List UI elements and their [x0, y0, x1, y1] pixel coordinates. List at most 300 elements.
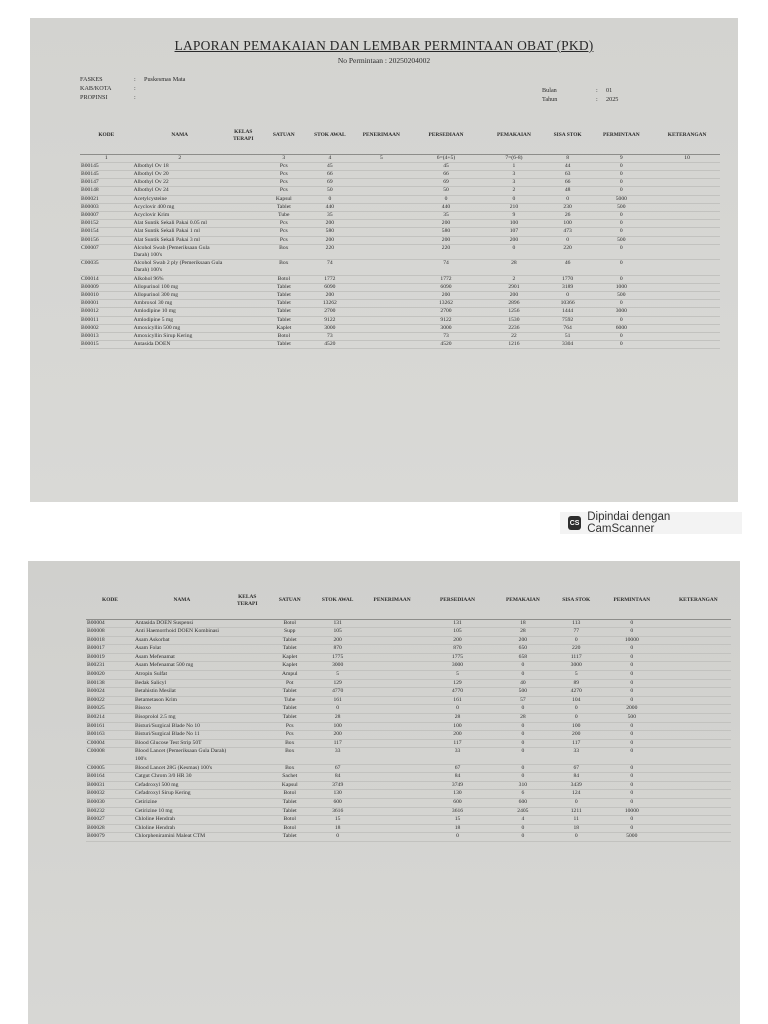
cell-sisa: 0 — [574, 833, 578, 840]
cell-satuan: Ampul — [281, 671, 298, 678]
cell-sisa: 3189 — [562, 283, 574, 290]
cell-kelas — [227, 228, 260, 236]
cell-satuan: Tube — [278, 211, 290, 218]
cell-pemakaian: 2 — [512, 275, 516, 282]
cell-kode: B00007 — [81, 211, 99, 218]
cell-kode: B00231 — [87, 662, 105, 669]
cell-pemakaian: 0 — [521, 671, 525, 678]
cell-satuan: Kapsul — [281, 781, 298, 788]
cell-permintaan: 10000 — [624, 636, 639, 643]
cell-sisa: 5 — [574, 671, 578, 678]
cell-permintaan: 0 — [619, 332, 623, 339]
cell-persediaan: 1775 — [451, 653, 464, 660]
cell-nama: Asam Mefenamat — [134, 653, 175, 660]
cell-stok-awal: 50 — [327, 187, 333, 194]
cell-ket — [666, 807, 731, 816]
column-header: PEMAKAIAN — [497, 132, 531, 139]
cell-kelas — [227, 203, 260, 211]
cell-stok-awal: 117 — [333, 739, 342, 746]
cell-ket — [666, 696, 731, 705]
cell-ket — [666, 679, 731, 688]
cell-stok-awal: 440 — [325, 203, 335, 210]
meta-label: Tahun — [542, 96, 558, 103]
cell-kode: B00022 — [87, 696, 105, 703]
cell-ket — [666, 688, 731, 697]
cell-satuan: Botol — [283, 790, 296, 797]
cell-nama: Blood Glucose Test Strip 50T — [134, 739, 202, 746]
cell-penerimaan — [352, 324, 411, 332]
cell-satuan: Pcs — [279, 228, 288, 235]
cell-stok-awal: 100 — [333, 722, 342, 729]
cell-nama: Bisturi/Surgical Blade No 11 — [134, 731, 200, 738]
cell-persediaan: 100 — [453, 722, 462, 729]
cell-pemakaian: 0 — [521, 739, 525, 746]
cell-permintaan: 500 — [617, 236, 626, 243]
cell-stok-awal: 105 — [333, 628, 342, 635]
cell-permintaan: 0 — [630, 773, 634, 780]
cell-penerimaan — [352, 291, 411, 299]
cell-penerimaan — [361, 807, 424, 816]
column-header: STOK AWAL — [314, 132, 346, 139]
column-header: PENERIMAAN — [362, 132, 400, 139]
cell-nama: Chloline Hendrah — [134, 816, 175, 823]
table-row — [86, 645, 731, 654]
cell-nama: Acyclovir Krim — [133, 211, 170, 218]
cell-nama: Cetirizine 10 mg — [134, 807, 173, 814]
cell-ket — [666, 636, 731, 645]
cell-ket — [654, 203, 720, 211]
cell-satuan: Botol — [277, 275, 291, 282]
cell-sisa: 0 — [566, 195, 570, 202]
cell-ket — [666, 764, 731, 773]
cell-nama: Acyclovir 400 mg — [133, 203, 175, 210]
cell-stok-awal: 580 — [325, 228, 335, 235]
table-row — [80, 162, 720, 170]
cell-penerimaan — [352, 236, 411, 244]
cell-permintaan: 5000 — [615, 195, 627, 202]
cell-sisa: 84 — [573, 773, 580, 780]
cell-kode: B00027 — [87, 816, 105, 823]
cell-kode: B00013 — [81, 332, 99, 339]
cell-pemakaian: 28 — [520, 628, 526, 635]
column-number: 10 — [684, 154, 690, 161]
cell-ket — [666, 748, 731, 764]
table-row — [86, 628, 731, 637]
cell-pemakaian: 3 — [512, 179, 516, 186]
cell-ket — [654, 236, 720, 244]
cell-permintaan: 0 — [630, 679, 634, 686]
cell-persediaan: 200 — [441, 291, 451, 298]
cell-ket — [666, 705, 731, 714]
cell-penerimaan — [352, 187, 411, 195]
cell-kode: B00015 — [81, 341, 99, 348]
cell-kode: C00005 — [87, 764, 105, 771]
cell-permintaan: 0 — [619, 228, 623, 235]
cell-kode: B00161 — [87, 722, 105, 729]
drug-table-page-1 — [80, 118, 720, 349]
cell-penerimaan — [352, 332, 411, 340]
cell-nama: Chloline Hendrah — [134, 824, 175, 831]
cell-satuan: Sachet — [282, 773, 298, 780]
cell-penerimaan — [361, 833, 424, 842]
cell-sisa: 113 — [572, 619, 581, 626]
cell-kelas — [227, 162, 260, 170]
column-header: NAMA — [171, 132, 189, 139]
cell-penerimaan — [361, 705, 424, 714]
cell-permintaan: 0 — [619, 341, 623, 348]
column-header: SATUAN — [272, 132, 295, 139]
table-row — [86, 739, 731, 748]
cell-kelas — [230, 807, 265, 816]
column-header: PERSEDIAAN — [428, 132, 464, 139]
cell-persediaan: 161 — [453, 696, 462, 703]
cell-kelas — [230, 714, 265, 723]
cell-satuan: Box — [285, 739, 295, 746]
cell-ket — [654, 341, 720, 349]
table-row — [86, 619, 731, 628]
cell-ket — [666, 833, 731, 842]
column-number: 8 — [566, 154, 570, 161]
column-number: 2 — [178, 154, 182, 161]
cell-ket — [654, 187, 720, 195]
cell-permintaan: 0 — [619, 300, 623, 307]
cell-ket — [666, 816, 731, 825]
cell-persediaan: 200 — [441, 236, 451, 243]
cell-persediaan: 74 — [443, 260, 449, 267]
cell-ket — [666, 824, 731, 833]
cell-kelas — [227, 291, 260, 299]
cell-stok-awal: 35 — [327, 211, 333, 218]
cell-sisa: 3439 — [570, 781, 582, 788]
cell-pemakaian: 200 — [518, 636, 528, 643]
cell-ket — [654, 316, 720, 324]
cell-sisa: 89 — [573, 679, 580, 686]
cell-nama: Cefadroxyl Sirup Kering — [134, 790, 191, 797]
cell-kode: B00017 — [87, 645, 105, 652]
cell-kelas — [227, 244, 260, 259]
cell-ket — [666, 714, 731, 723]
cell-stok-awal: 0 — [336, 833, 340, 840]
cell-stok-awal: 130 — [333, 790, 342, 797]
table-row — [86, 824, 731, 833]
meta-separator: : — [596, 96, 598, 103]
cell-satuan: Tablet — [276, 316, 291, 323]
cell-satuan: Kapsul — [275, 195, 292, 202]
cell-nama: Albothyl Ov 24 — [133, 187, 169, 194]
cell-satuan: Tablet — [276, 300, 291, 307]
cell-ket — [654, 308, 720, 316]
cell-penerimaan — [352, 179, 411, 187]
column-number: 3 — [282, 154, 286, 161]
cell-nama: Cetirizine — [134, 798, 157, 805]
cell-permintaan: 0 — [630, 645, 634, 652]
cell-ket — [654, 244, 720, 259]
cell-penerimaan — [361, 636, 424, 645]
cell-kode: B00020 — [87, 671, 105, 678]
cell-permintaan: 500 — [627, 714, 636, 721]
cell-stok-awal: 129 — [333, 679, 342, 686]
cell-permintaan: 2000 — [626, 705, 638, 712]
cell-kelas — [227, 300, 260, 308]
cell-persediaan: 3000 — [451, 662, 464, 669]
meta-label: Bulan — [542, 87, 557, 94]
cell-ket — [666, 653, 731, 662]
cell-ket — [654, 300, 720, 308]
cell-kode: B00002 — [81, 324, 99, 331]
cell-satuan: Tablet — [276, 308, 291, 315]
cell-kelas — [230, 679, 265, 688]
cell-permintaan: 10000 — [624, 807, 639, 814]
cell-stok-awal: 9122 — [324, 316, 336, 323]
cell-ket — [654, 179, 720, 187]
cell-penerimaan — [361, 696, 424, 705]
cell-satuan: Tablet — [276, 291, 291, 298]
cell-stok-awal: 0 — [328, 195, 332, 202]
cell-kelas — [227, 187, 260, 195]
cell-permintaan: 0 — [630, 816, 634, 823]
cell-nama: Alat Suntik Sekali Pakai 3 ml — [133, 236, 200, 243]
cell-permintaan: 3000 — [615, 308, 627, 315]
meta-separator: : — [134, 85, 136, 92]
cell-sisa: 3304 — [562, 341, 574, 348]
cell-kode: B00232 — [87, 807, 105, 814]
cell-stok-awal: 73 — [327, 332, 333, 339]
table-row — [80, 300, 720, 308]
cell-kelas — [230, 764, 265, 773]
table-row — [80, 316, 720, 324]
column-number — [227, 154, 260, 162]
cell-satuan: Supp — [283, 628, 296, 635]
table-row — [86, 790, 731, 799]
table-row — [80, 324, 720, 332]
cell-penerimaan — [352, 211, 411, 219]
table-row — [86, 714, 731, 723]
cell-persediaan: 0 — [456, 833, 459, 840]
cell-nama: Albothyl Ov 22 — [133, 179, 169, 186]
cell-permintaan: 1000 — [615, 283, 627, 290]
cell-stok-awal: 2700 — [324, 308, 336, 315]
cell-persediaan: 35 — [443, 211, 449, 218]
cell-sisa: 220 — [563, 244, 572, 251]
cell-pemakaian: 18 — [520, 619, 526, 626]
cell-permintaan: 5000 — [626, 833, 638, 840]
facility-info — [80, 75, 185, 102]
camscanner-logo-icon: CS — [568, 516, 581, 530]
table-row — [86, 781, 731, 790]
cell-nama: Alkohol 96% — [133, 275, 164, 282]
cell-penerimaan — [352, 244, 411, 259]
cell-sisa: 77 — [573, 628, 580, 635]
cell-kode: C00004 — [87, 739, 105, 746]
cell-ket — [666, 731, 731, 740]
cell-permintaan: 0 — [630, 688, 634, 695]
column-header: KETERANGAN — [678, 597, 718, 604]
request-number: No Permintaan : 20250204002 — [337, 56, 431, 65]
cell-stok-awal: 4770 — [332, 688, 344, 695]
column-number: 4 — [328, 154, 332, 161]
cell-persediaan: 129 — [453, 679, 462, 686]
cell-kode: B00156 — [81, 236, 99, 243]
cell-nama: Asam Folat — [134, 645, 161, 652]
cell-kelas — [230, 798, 265, 807]
cell-ket — [654, 195, 720, 203]
cell-stok-awal: 13262 — [322, 300, 337, 307]
cell-nama: Amlodipine 5 mg — [133, 316, 174, 323]
cell-penerimaan — [361, 662, 424, 671]
cell-ket — [654, 332, 720, 340]
cell-persediaan: 200 — [441, 220, 451, 227]
cell-persediaan: 66 — [443, 170, 449, 177]
cell-permintaan: 0 — [619, 316, 623, 323]
cell-ket — [666, 619, 731, 628]
cell-ket — [666, 739, 731, 748]
cell-penerimaan — [361, 798, 424, 807]
column-header: SISA STOK — [562, 597, 591, 604]
column-header: SATUAN — [278, 597, 301, 604]
cell-ket — [666, 773, 731, 782]
table-row — [80, 211, 720, 219]
cell-nama: Anti Haemorrhoid DOEN Kombinasi — [134, 628, 219, 635]
cell-stok-awal: 161 — [333, 696, 342, 703]
cell-penerimaan — [361, 824, 424, 833]
cell-nama: Amoxicyllin 500 mg — [133, 324, 181, 331]
cell-nama: Antasida DOEN — [133, 341, 171, 348]
cell-kode: B00154 — [81, 228, 99, 235]
table-row — [86, 798, 731, 807]
cell-satuan: Box — [279, 260, 289, 267]
camscanner-label: Dipindai dengan CamScanner — [587, 511, 671, 535]
cell-nama: Betahistin Mesilat — [134, 688, 176, 695]
cell-sisa: 220 — [572, 645, 581, 652]
cell-kelas — [227, 324, 260, 332]
cell-pemakaian: 2896 — [508, 300, 520, 307]
cell-satuan: Tablet — [282, 807, 297, 814]
cell-penerimaan — [361, 764, 424, 773]
cell-permintaan: 0 — [619, 187, 623, 194]
cell-satuan: Box — [285, 748, 295, 755]
meta-value: 2025 — [606, 96, 619, 103]
cell-permintaan: 500 — [617, 203, 626, 210]
cell-stok-awal: 200 — [333, 731, 342, 738]
cell-nama: Blood Lancet 28G (Kesmas) 100's — [134, 764, 213, 771]
cell-nama: Atropin Sulfat — [134, 671, 168, 678]
cell-permintaan: 0 — [630, 764, 634, 771]
cell-permintaan: 0 — [619, 162, 623, 169]
cell-ket — [654, 260, 720, 275]
cell-kode: B00152 — [81, 220, 99, 227]
cell-penerimaan — [361, 688, 424, 697]
table-row — [80, 283, 720, 291]
cell-penerimaan — [352, 220, 411, 228]
cell-persediaan: 580 — [441, 228, 451, 235]
cell-persediaan: 220 — [441, 244, 451, 251]
cell-nama: Bisoxo — [134, 705, 151, 712]
cell-ket — [666, 798, 731, 807]
cell-ket — [666, 645, 731, 654]
cell-permintaan: 0 — [630, 619, 634, 626]
cell-persediaan: 84 — [454, 773, 461, 780]
cell-satuan: Tablet — [282, 705, 297, 712]
cell-kelas — [227, 332, 260, 340]
cell-kelas — [230, 653, 265, 662]
cell-kode: B00163 — [87, 731, 105, 738]
column-number-row — [80, 154, 720, 162]
cell-stok-awal: 6090 — [324, 283, 336, 290]
cell-permintaan: 0 — [630, 696, 634, 703]
cell-pemakaian: 4 — [521, 816, 525, 823]
table-row — [80, 244, 720, 259]
cell-permintaan: 0 — [619, 220, 623, 227]
cell-permintaan: 0 — [630, 722, 634, 729]
cell-ket — [654, 211, 720, 219]
cell-kode: B00009 — [81, 283, 99, 290]
table-row — [86, 773, 731, 782]
cell-satuan: Pcs — [285, 722, 294, 729]
cell-kode: C00008 — [87, 748, 105, 755]
cell-permintaan: 0 — [630, 748, 634, 755]
cell-persediaan: 4520 — [440, 341, 452, 348]
cell-kelas — [230, 688, 265, 697]
cell-nama: Amlodipine 10 mg — [133, 308, 176, 315]
cell-pemakaian: 600 — [518, 798, 528, 805]
cell-kelas — [230, 628, 265, 637]
meta-label: FASKES — [80, 76, 103, 83]
cell-kode: B00031 — [87, 781, 105, 788]
cell-satuan: Kaplet — [282, 662, 298, 669]
cell-ket — [654, 228, 720, 236]
cell-persediaan: 67 — [454, 764, 461, 771]
cell-sisa: 1770 — [562, 275, 574, 282]
cell-stok-awal: 3616 — [332, 807, 344, 814]
cell-permintaan: 0 — [630, 781, 634, 788]
cell-persediaan: 600 — [453, 798, 462, 805]
cell-stok-awal: 15 — [334, 816, 341, 823]
scanned-page-1 — [30, 18, 738, 502]
cell-persediaan: 200 — [453, 731, 462, 738]
cell-pemakaian: 210 — [509, 203, 519, 210]
table-row — [80, 260, 720, 275]
cell-pemakaian: 0 — [521, 705, 525, 712]
cell-sisa: 10366 — [560, 300, 575, 307]
cell-penerimaan — [352, 170, 411, 178]
cell-satuan: Pcs — [285, 731, 294, 738]
table-row — [80, 220, 720, 228]
cell-nama: Acetylcysteine — [133, 195, 167, 202]
column-number: 1 — [104, 154, 108, 161]
table-row — [86, 671, 731, 680]
cell-kelas — [230, 705, 265, 714]
cell-penerimaan — [352, 260, 411, 275]
table-row — [86, 662, 731, 671]
cell-persediaan: 13262 — [438, 300, 453, 307]
cell-stok-awal: 200 — [325, 291, 335, 298]
cell-permintaan: 0 — [619, 211, 623, 218]
cell-sisa: 46 — [564, 260, 571, 267]
cell-pemakaian: 57 — [520, 696, 526, 703]
cell-pemakaian: 310 — [518, 781, 528, 788]
cell-persediaan: 0 — [456, 705, 459, 712]
cell-kelas — [227, 211, 260, 219]
cell-stok-awal: 66 — [327, 170, 333, 177]
cell-kode: B00011 — [81, 316, 99, 323]
table-row — [86, 833, 731, 842]
cell-satuan: Pcs — [279, 162, 288, 169]
cell-pemakaian: 650 — [518, 645, 528, 652]
cell-penerimaan — [361, 722, 424, 731]
cell-pemakaian: 0 — [521, 764, 525, 771]
cell-ket — [654, 170, 720, 178]
cell-sisa: 473 — [563, 228, 572, 235]
